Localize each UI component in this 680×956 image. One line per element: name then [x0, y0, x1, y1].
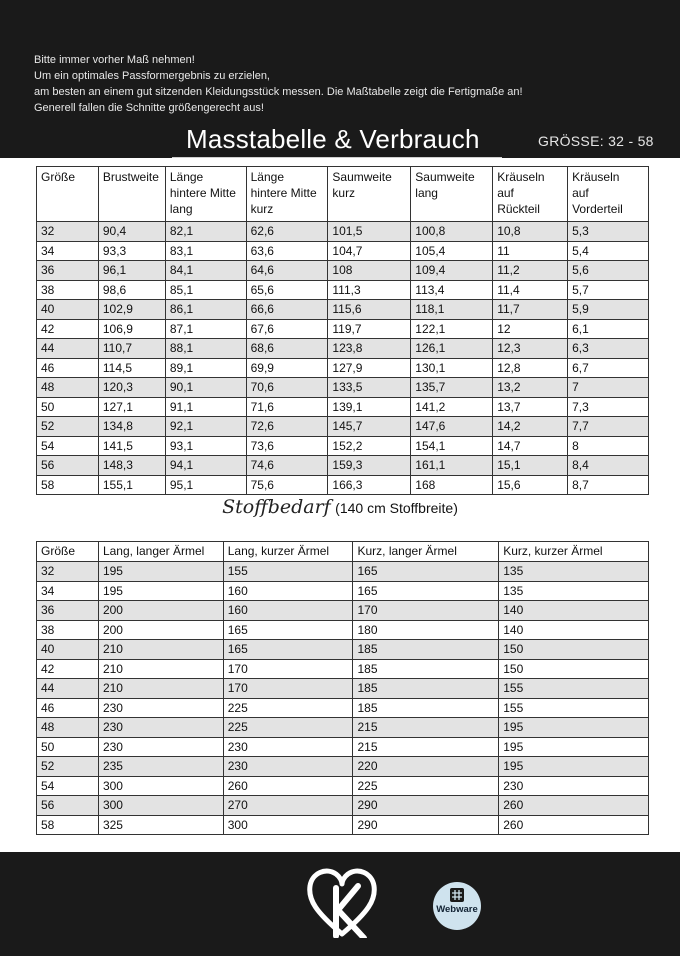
- table-cell: 95,1: [165, 475, 246, 495]
- table-row: [37, 796, 649, 816]
- table-cell: 101,5: [328, 222, 411, 242]
- table-cell: 140: [499, 601, 649, 621]
- table-row: [37, 358, 649, 378]
- table-cell: 115,6: [328, 300, 411, 320]
- table-cell: 145,7: [328, 417, 411, 437]
- header: [0, 0, 680, 158]
- table-cell: 150: [499, 640, 649, 660]
- table-cell: 300: [223, 815, 353, 835]
- table-cell: 90,1: [165, 378, 246, 398]
- table-cell: 180: [353, 620, 499, 640]
- table-row: [37, 718, 649, 738]
- table-cell: 85,1: [165, 280, 246, 300]
- table-cell: 106,9: [98, 319, 165, 339]
- table-cell: 12,3: [493, 339, 568, 359]
- column-header: Kurz, langer Ärmel: [353, 542, 499, 562]
- table-cell: 90,4: [98, 222, 165, 242]
- table-cell: 96,1: [98, 261, 165, 281]
- table-cell: 155: [499, 679, 649, 699]
- table-cell: 165: [353, 581, 499, 601]
- table-cell: 225: [223, 698, 353, 718]
- webware-hash-icon: [450, 888, 464, 902]
- table-cell: 150: [499, 659, 649, 679]
- table-cell: 88,1: [165, 339, 246, 359]
- table-cell: 260: [499, 815, 649, 835]
- table-cell: 160: [223, 601, 353, 621]
- table-cell: 5,7: [568, 280, 649, 300]
- table-cell: 75,6: [246, 475, 328, 495]
- table-cell: 7,7: [568, 417, 649, 437]
- measurement-table: [36, 166, 649, 495]
- table-cell: 73,6: [246, 436, 328, 456]
- table-body: [37, 562, 649, 835]
- table-cell: 36: [37, 601, 99, 621]
- table-cell: 50: [37, 397, 99, 417]
- table-cell: 270: [223, 796, 353, 816]
- table-cell: 230: [98, 737, 223, 757]
- table-cell: 92,1: [165, 417, 246, 437]
- table-cell: 89,1: [165, 358, 246, 378]
- table-cell: 170: [353, 601, 499, 621]
- table-cell: 230: [98, 698, 223, 718]
- table-cell: 200: [98, 601, 223, 621]
- column-header: [98, 167, 165, 222]
- table-cell: 195: [499, 757, 649, 777]
- table-cell: 185: [353, 640, 499, 660]
- table-cell: 8,7: [568, 475, 649, 495]
- table-cell: 210: [98, 640, 223, 660]
- table-cell: 166,3: [328, 475, 411, 495]
- table-cell: 10,8: [493, 222, 568, 242]
- table-cell: 54: [37, 776, 99, 796]
- table-row: [37, 581, 649, 601]
- table-cell: 46: [37, 698, 99, 718]
- table-row: [37, 261, 649, 281]
- heart-k-logo-icon: [306, 864, 378, 938]
- column-header: Lang, kurzer Ärmel: [223, 542, 353, 562]
- column-header: Größe: [37, 542, 99, 562]
- table-cell: 36: [37, 261, 99, 281]
- column-header: [246, 167, 328, 222]
- table-row: [37, 776, 649, 796]
- table-cell: 141,5: [98, 436, 165, 456]
- table-cell: 5,3: [568, 222, 649, 242]
- table-cell: 12: [493, 319, 568, 339]
- intro-line: Bitte immer vorher Maß nehmen!: [34, 54, 195, 66]
- table-cell: 15,6: [493, 475, 568, 495]
- table-cell: 225: [223, 718, 353, 738]
- table-cell: 63,6: [246, 241, 328, 261]
- table-cell: 108: [328, 261, 411, 281]
- table-cell: 165: [223, 640, 353, 660]
- table-cell: 111,3: [328, 280, 411, 300]
- table-cell: 6,3: [568, 339, 649, 359]
- table-cell: 120,3: [98, 378, 165, 398]
- table-row: [37, 339, 649, 359]
- table-cell: 260: [223, 776, 353, 796]
- table-row: [37, 378, 649, 398]
- table-cell: 87,1: [165, 319, 246, 339]
- table-cell: 210: [98, 679, 223, 699]
- title-bar: [0, 124, 680, 158]
- table-cell: 155: [223, 562, 353, 582]
- table-cell: 62,6: [246, 222, 328, 242]
- table-cell: 195: [499, 718, 649, 738]
- table-row: [37, 757, 649, 777]
- table-cell: 230: [98, 718, 223, 738]
- fabric-heading: [0, 496, 680, 518]
- table-cell: 7: [568, 378, 649, 398]
- table-cell: 195: [98, 562, 223, 582]
- column-header-line: kurz: [250, 202, 274, 216]
- table-cell: 46: [37, 358, 99, 378]
- table-cell: 84,1: [165, 261, 246, 281]
- table-cell: 290: [353, 796, 499, 816]
- table-cell: 141,2: [411, 397, 493, 417]
- column-header-line: Kräuseln: [497, 170, 545, 184]
- fabric-table: [36, 541, 649, 835]
- column-header: [37, 167, 99, 222]
- table-row: [37, 698, 649, 718]
- fabric-width-note: (140 cm Stoffbreite): [335, 500, 458, 516]
- table-cell: 82,1: [165, 222, 246, 242]
- table-row: [37, 319, 649, 339]
- column-header: [411, 167, 493, 222]
- table-cell: 123,8: [328, 339, 411, 359]
- table-cell: 56: [37, 456, 99, 476]
- column-header-line: hintere Mitte: [250, 186, 317, 200]
- table-cell: 70,6: [246, 378, 328, 398]
- table-cell: 98,6: [98, 280, 165, 300]
- table-cell: 93,1: [165, 436, 246, 456]
- table-row: [37, 640, 649, 660]
- table-cell: 34: [37, 241, 99, 261]
- table-cell: 15,1: [493, 456, 568, 476]
- table-row: [37, 659, 649, 679]
- table-cell: 140: [499, 620, 649, 640]
- table-cell: 300: [98, 796, 223, 816]
- table-cell: 44: [37, 679, 99, 699]
- table-cell: 185: [353, 659, 499, 679]
- column-header-line: kurz: [332, 186, 356, 200]
- table-cell: 13,2: [493, 378, 568, 398]
- column-header-line: Saumweite: [415, 170, 475, 184]
- table-cell: 170: [223, 679, 353, 699]
- table-cell: 68,6: [246, 339, 328, 359]
- page-title: Masstabelle & Verbrauch: [186, 124, 480, 154]
- table-cell: 5,9: [568, 300, 649, 320]
- table-cell: 161,1: [411, 456, 493, 476]
- table-cell: 126,1: [411, 339, 493, 359]
- webware-badge: [433, 882, 481, 930]
- table-cell: 122,1: [411, 319, 493, 339]
- intro-line: Generell fallen die Schnitte größengerecht aus!: [34, 102, 264, 114]
- table-cell: 185: [353, 698, 499, 718]
- table-cell: 5,4: [568, 241, 649, 261]
- table-cell: 200: [98, 620, 223, 640]
- table-row: [37, 562, 649, 582]
- table-cell: 160: [223, 581, 353, 601]
- table-cell: 195: [499, 737, 649, 757]
- table-cell: 94,1: [165, 456, 246, 476]
- column-header-line: lang: [169, 202, 193, 216]
- column-header: Lang, langer Ärmel: [98, 542, 223, 562]
- table-cell: 114,5: [98, 358, 165, 378]
- table-cell: 11: [493, 241, 568, 261]
- table-cell: 100,8: [411, 222, 493, 242]
- column-header-line: Länge: [250, 170, 284, 184]
- table-cell: 67,6: [246, 319, 328, 339]
- footer: [0, 852, 680, 956]
- table-cell: 105,4: [411, 241, 493, 261]
- table-cell: 119,7: [328, 319, 411, 339]
- table-cell: 14,7: [493, 436, 568, 456]
- table-row: [37, 241, 649, 261]
- table-cell: 104,7: [328, 241, 411, 261]
- table-cell: 32: [37, 222, 99, 242]
- webware-label: Webware: [436, 904, 478, 915]
- table-cell: 155,1: [98, 475, 165, 495]
- table-body: [37, 222, 649, 495]
- table-cell: 290: [353, 815, 499, 835]
- table-cell: 230: [223, 737, 353, 757]
- table-cell: 48: [37, 378, 99, 398]
- table-header-row: [37, 167, 649, 222]
- table-cell: 230: [223, 757, 353, 777]
- table-row: [37, 280, 649, 300]
- table-cell: 109,4: [411, 261, 493, 281]
- table-cell: 50: [37, 737, 99, 757]
- column-header-line: Kräuseln: [572, 170, 620, 184]
- table-cell: 168: [411, 475, 493, 495]
- column-header: [165, 167, 246, 222]
- column-header-line: hintere Mitte: [169, 186, 236, 200]
- table-cell: 83,1: [165, 241, 246, 261]
- table-cell: 159,3: [328, 456, 411, 476]
- table-row: [37, 417, 649, 437]
- content-area: [0, 158, 680, 852]
- table-cell: 260: [499, 796, 649, 816]
- table-cell: 102,9: [98, 300, 165, 320]
- table-cell: 52: [37, 417, 99, 437]
- column-header-line: Rückteil: [497, 202, 540, 216]
- column-header-line: auf: [497, 186, 514, 200]
- table-cell: 135,7: [411, 378, 493, 398]
- table-cell: 6,1: [568, 319, 649, 339]
- intro-line: Um ein optimales Passformergebnis zu erzielen,: [34, 70, 270, 82]
- table-row: [37, 300, 649, 320]
- table-row: [37, 222, 649, 242]
- table-cell: 8,4: [568, 456, 649, 476]
- table-cell: 58: [37, 815, 99, 835]
- intro-text: [34, 52, 523, 116]
- column-header: [328, 167, 411, 222]
- table-row: [37, 679, 649, 699]
- table-cell: 300: [98, 776, 223, 796]
- column-header: [568, 167, 649, 222]
- table-cell: 32: [37, 562, 99, 582]
- table-cell: 230: [499, 776, 649, 796]
- table-cell: 65,6: [246, 280, 328, 300]
- table-cell: 154,1: [411, 436, 493, 456]
- table-cell: 11,2: [493, 261, 568, 281]
- table-cell: 42: [37, 659, 99, 679]
- table-cell: 14,2: [493, 417, 568, 437]
- table-cell: 11,4: [493, 280, 568, 300]
- table-cell: 91,1: [165, 397, 246, 417]
- table-cell: 170: [223, 659, 353, 679]
- table-cell: 52: [37, 757, 99, 777]
- table-cell: 130,1: [411, 358, 493, 378]
- column-header-line: Brustweite: [102, 170, 159, 184]
- table-cell: 118,1: [411, 300, 493, 320]
- table-cell: 148,3: [98, 456, 165, 476]
- table-cell: 66,6: [246, 300, 328, 320]
- table-row: [37, 815, 649, 835]
- table-cell: 54: [37, 436, 99, 456]
- table-cell: 44: [37, 339, 99, 359]
- column-header-line: Saumweite: [332, 170, 392, 184]
- table-cell: 195: [98, 581, 223, 601]
- column-header-line: Länge: [169, 170, 204, 184]
- table-row: [37, 601, 649, 621]
- table-cell: 34: [37, 581, 99, 601]
- table-row: [37, 620, 649, 640]
- table-cell: 69,9: [246, 358, 328, 378]
- table-cell: 215: [353, 718, 499, 738]
- table-cell: 71,6: [246, 397, 328, 417]
- table-cell: 48: [37, 718, 99, 738]
- table-cell: 5,6: [568, 261, 649, 281]
- table-cell: 74,6: [246, 456, 328, 476]
- table-row: [37, 456, 649, 476]
- table-cell: 12,8: [493, 358, 568, 378]
- table-cell: 64,6: [246, 261, 328, 281]
- table-cell: 220: [353, 757, 499, 777]
- table-cell: 235: [98, 757, 223, 777]
- table-cell: 127,9: [328, 358, 411, 378]
- table-cell: 40: [37, 640, 99, 660]
- table-row: [37, 397, 649, 417]
- column-header-line: Vorderteil: [572, 202, 623, 216]
- table-row: [37, 737, 649, 757]
- table-cell: 7,3: [568, 397, 649, 417]
- table-cell: 58: [37, 475, 99, 495]
- table-cell: 185: [353, 679, 499, 699]
- table-cell: 165: [223, 620, 353, 640]
- table-cell: 210: [98, 659, 223, 679]
- column-header: [493, 167, 568, 222]
- table-cell: 155: [499, 698, 649, 718]
- table-row: [37, 436, 649, 456]
- fabric-heading-script: Stoffbedarf: [222, 496, 331, 518]
- table-cell: 165: [353, 562, 499, 582]
- table-cell: 139,1: [328, 397, 411, 417]
- table-cell: 42: [37, 319, 99, 339]
- column-header: Kurz, kurzer Ärmel: [499, 542, 649, 562]
- table-cell: 134,8: [98, 417, 165, 437]
- column-header-line: Größe: [41, 170, 76, 184]
- size-range: GRÖSSE: 32 - 58: [538, 133, 654, 149]
- table-cell: 147,6: [411, 417, 493, 437]
- table-cell: 215: [353, 737, 499, 757]
- table-cell: 133,5: [328, 378, 411, 398]
- intro-line: am besten an einem gut sitzenden Kleidungsstück messen. Die Maßtabelle zeigt die Fertigmaße an!: [34, 86, 523, 98]
- table-header-row: [37, 542, 649, 562]
- table-cell: 113,4: [411, 280, 493, 300]
- table-cell: 38: [37, 620, 99, 640]
- table-cell: 40: [37, 300, 99, 320]
- table-cell: 86,1: [165, 300, 246, 320]
- table-cell: 6,7: [568, 358, 649, 378]
- table-cell: 225: [353, 776, 499, 796]
- column-header-line: auf: [572, 186, 589, 200]
- table-cell: 152,2: [328, 436, 411, 456]
- table-row: [37, 475, 649, 495]
- table-cell: 325: [98, 815, 223, 835]
- table-cell: 135: [499, 581, 649, 601]
- table-cell: 110,7: [98, 339, 165, 359]
- table-cell: 72,6: [246, 417, 328, 437]
- table-cell: 8: [568, 436, 649, 456]
- table-cell: 127,1: [98, 397, 165, 417]
- column-header-line: lang: [415, 186, 438, 200]
- table-cell: 38: [37, 280, 99, 300]
- table-cell: 93,3: [98, 241, 165, 261]
- table-cell: 11,7: [493, 300, 568, 320]
- table-cell: 13,7: [493, 397, 568, 417]
- table-cell: 56: [37, 796, 99, 816]
- table-cell: 135: [499, 562, 649, 582]
